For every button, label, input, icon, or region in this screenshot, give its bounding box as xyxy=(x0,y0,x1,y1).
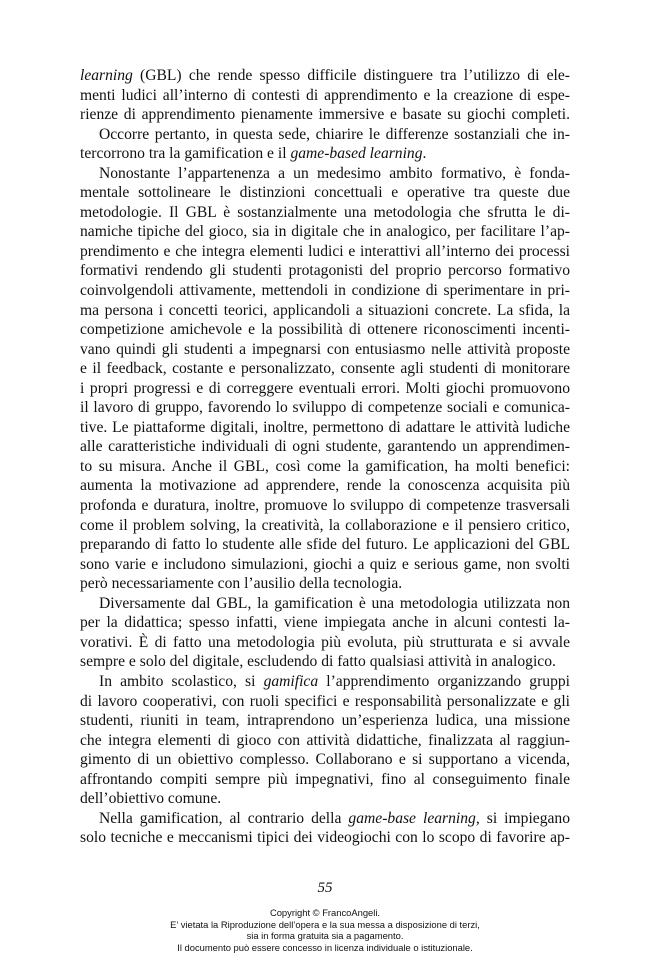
text-run: ma persona i concetti teorici, applicandoli a situazioni concrete. La sfida, la xyxy=(80,301,570,319)
text-run: Occorre pertanto, in questa sede, chiarire le differenze sostanziali che in- xyxy=(99,125,570,143)
text-line xyxy=(80,164,570,184)
text-run: to su misura. Anche il GBL, così come la gamification, ha molti benefici: xyxy=(80,457,570,475)
text-run: rienze di apprendimento pienamente immersive e basate su giochi completi. xyxy=(80,106,570,124)
text-run: però necessariamente con l’ausilio della tecnologia. xyxy=(80,575,403,593)
text-run: come il problem solving, la creatività, la collaborazione e il pensiero critico, xyxy=(80,516,570,534)
text-line xyxy=(80,535,570,555)
text-run: tercorrono tra la gamification e il xyxy=(80,145,291,163)
text-run: namiche tipiche del gioco, sia in digitale che in analogico, per facilitare l’ap- xyxy=(80,223,570,241)
text-run: (GBL) che rende spesso difficile distinguere tra l’utilizzo di ele- xyxy=(132,67,570,84)
text-line xyxy=(80,828,570,848)
text-run: dell’obiettivo comune. xyxy=(80,790,222,808)
text-line xyxy=(80,750,570,770)
text-line xyxy=(80,203,570,223)
text-run: mentale sottolineare le distinzioni concettuali e operative tra queste due xyxy=(80,184,570,202)
text-run: gimento di un obiettivo complesso. Collaborano e si supportano a vicenda, xyxy=(80,751,570,769)
text-run: affrontando compiti sempre più impegnativi, fino al conseguimento finale xyxy=(80,770,570,788)
italic-term: game-base learning xyxy=(348,809,476,827)
text-run: aumenta la motivazione ad apprendere, rende la conoscenza acquisita più xyxy=(80,477,570,495)
text-run: e il feedback, costante e personalizzato, consente agli studenti di monitorare xyxy=(80,360,570,378)
text-line xyxy=(80,66,570,86)
text-run: . xyxy=(422,145,427,163)
text-run: alle caratteristiche individuali di ogni studente, garantendo un apprendimen- xyxy=(80,438,570,456)
text-line xyxy=(80,672,570,692)
text-run: Nonostante l’appartenenza a un medesimo ambito formativo, è fonda- xyxy=(99,164,570,182)
text-line xyxy=(80,809,570,829)
text-run: Nella gamification, al contrario della xyxy=(99,809,349,827)
text-run: metodologie. Il GBL è sostanzialmente una metodologia che sfrutta le di- xyxy=(80,203,570,221)
text-run: tive. Le piattaforme digitali, inoltre, permettono di adattare le attività ludiche xyxy=(80,418,570,436)
body-text xyxy=(80,66,570,848)
text-run: sempre e solo del digitale, escludendo di fatto qualsiasi attività in analogico. xyxy=(80,653,556,671)
text-line xyxy=(80,555,570,575)
text-line xyxy=(80,613,570,633)
text-line xyxy=(80,379,570,399)
text-run: Diversamente dal GBL, la gamification è una metodologia utilizzata non xyxy=(99,594,570,612)
text-line xyxy=(80,359,570,379)
text-line xyxy=(80,652,570,672)
copyright-notice xyxy=(0,907,650,953)
text-run: preparando di fatto lo studente alle sfide del futuro. Le applicazioni del GBL xyxy=(80,536,570,554)
text-line xyxy=(80,574,570,594)
copyright-line: E’ vietata la Riproduzione dell’opera e la sua messa a disposizione di terzi, xyxy=(170,918,480,930)
text-line xyxy=(80,437,570,457)
text-run: menti ludici all’interno di contesti di apprendimento e la creazione di espe- xyxy=(80,86,570,104)
text-line xyxy=(80,711,570,731)
text-line xyxy=(80,398,570,418)
text-run: competizione amichevole e la possibilità di ottenere riconoscimenti incenti- xyxy=(80,321,570,339)
copyright-line: Il documento può essere concesso in licenza individuale o istituzionale. xyxy=(177,941,473,953)
text-line xyxy=(80,144,570,164)
text-run: i propri progressi e di correggere eventuali errori. Molti giochi promuovono xyxy=(80,379,570,397)
text-run: l’apprendimento organizzando gruppi xyxy=(318,672,570,690)
text-line xyxy=(80,183,570,203)
text-line xyxy=(80,301,570,321)
text-line xyxy=(80,281,570,301)
text-line xyxy=(80,457,570,477)
text-line xyxy=(80,594,570,614)
text-run: il lavoro di gruppo, favorendo lo sviluppo di competenze sociali e comunica- xyxy=(80,399,570,417)
text-run: In ambito scolastico, si xyxy=(99,672,264,690)
text-run: solo tecniche e meccanismi tipici dei videogiochi con lo scopo di favorire ap- xyxy=(80,829,570,847)
text-line xyxy=(80,516,570,536)
text-line xyxy=(80,105,570,125)
text-line xyxy=(80,496,570,516)
text-line xyxy=(80,789,570,809)
text-line xyxy=(80,633,570,653)
text-line xyxy=(80,731,570,751)
text-run: formativi rendendo gli studenti protagonisti del proprio percorso formativo xyxy=(80,262,570,280)
text-run: per la didattica; spesso infatti, viene impiegata anche in alcuni contesti la- xyxy=(80,614,570,632)
text-run: , si impiegano xyxy=(475,809,571,827)
text-line xyxy=(80,320,570,340)
text-line xyxy=(80,476,570,496)
text-run: sono varie e includono simulazioni, giochi a quiz e serious game, non svolti xyxy=(80,555,570,573)
text-run: studenti, riuniti in team, intraprendono un’esperienza ludica, una missione xyxy=(80,712,570,730)
italic-term: game-based learning xyxy=(290,145,423,163)
copyright-line: Copyright © FrancoAngeli. xyxy=(269,907,381,918)
copyright-line: sia in forma gratuita sia a pagamento. xyxy=(246,930,404,942)
text-line xyxy=(80,418,570,438)
text-line xyxy=(80,222,570,242)
text-line xyxy=(80,125,570,145)
text-run: vano quindi gli studenti a impegnarsi con entusiasmo nelle attività proposte xyxy=(80,340,570,358)
text-run: prendimento e che integra elementi ludici e interattivi all’interno dei processi xyxy=(80,242,570,260)
text-line xyxy=(80,340,570,360)
text-run: profonda e duratura, inoltre, promuove lo sviluppo di competenze trasversali xyxy=(80,497,570,515)
italic-term: learning xyxy=(80,67,133,84)
text-line xyxy=(80,242,570,262)
page-number: 55 xyxy=(317,880,333,896)
text-run: che integra elementi di gioco con attività didattiche, finalizzata al raggiun- xyxy=(80,731,570,749)
text-line xyxy=(80,692,570,712)
text-run: coinvolgendoli attivamente, mettendoli in condizione di sperimentare in pri- xyxy=(80,282,570,300)
italic-term: gamifica xyxy=(263,672,319,690)
text-run: di lavoro cooperativi, con ruoli specifici e responsabilità personalizzate e gli xyxy=(80,692,570,710)
text-line xyxy=(80,770,570,790)
text-line xyxy=(80,86,570,106)
text-run: vorativi. È di fatto una metodologia più evoluta, più strutturata e si avvale xyxy=(80,633,570,651)
text-line xyxy=(80,261,570,281)
